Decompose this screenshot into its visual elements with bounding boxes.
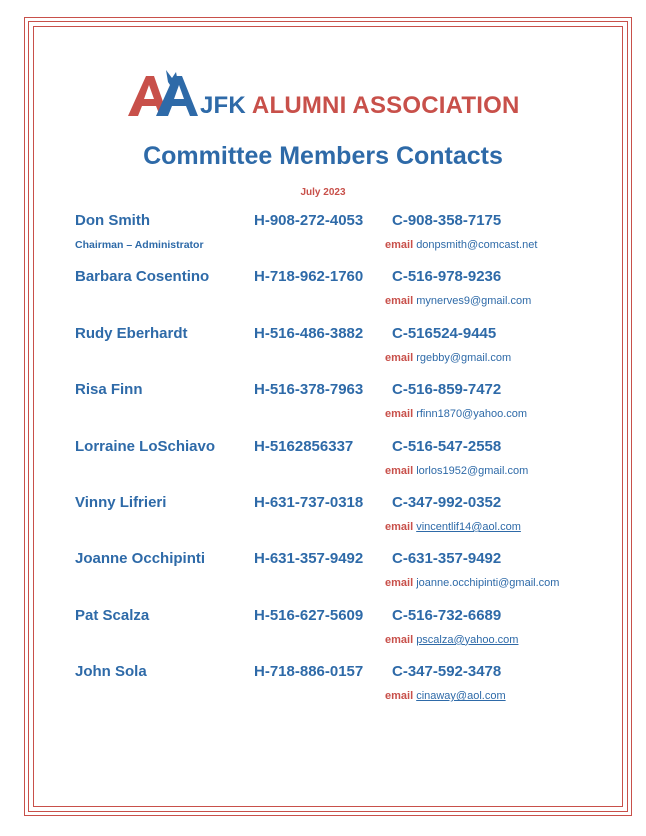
member-email-line [385, 577, 559, 589]
member-cell-phone: C-908-358-7175 [392, 212, 502, 229]
page-title: Committee Members Contacts [143, 142, 503, 170]
email-label: email [385, 690, 417, 703]
member-cell-phone: C-347-592-3478 [392, 663, 502, 681]
member-home-phone: H-718-962-1760 [254, 268, 364, 286]
member-name: Pat Scalza [75, 606, 150, 624]
member-cell-phone: C-347-992-0352 [392, 494, 502, 511]
member-role: Chairman – Administrator [75, 239, 204, 251]
member-row [0, 268, 646, 324]
member-name: Don Smith [75, 212, 150, 229]
member-email-line [385, 465, 528, 477]
member-email-line [385, 408, 527, 420]
member-email-link[interactable]: rfinn1870@yahoo.com [416, 408, 528, 421]
member-home-phone: H-908-272-4053 [254, 212, 364, 229]
member-row [0, 550, 646, 606]
member-row [0, 212, 646, 268]
member-email-link[interactable]: mynerves9@gmail.com [416, 295, 532, 308]
member-email-link[interactable]: rgebby@gmail.com [416, 351, 512, 364]
member-home-phone: H-631-357-9492 [254, 550, 364, 568]
member-email-link[interactable]: cinaway@aol.com [416, 690, 506, 703]
email-label: email [385, 633, 417, 646]
email-label: email [385, 408, 417, 421]
member-email-line [385, 239, 537, 251]
member-home-phone: H-631-737-0318 [254, 494, 364, 511]
member-email-line [385, 295, 531, 307]
member-email-line [385, 352, 511, 364]
member-cell-phone: C-516-859-7472 [392, 381, 502, 399]
member-row [0, 381, 646, 437]
member-email-link[interactable]: pscalza@yahoo.com [416, 633, 519, 646]
member-row [0, 438, 646, 494]
email-label: email [385, 521, 417, 533]
member-cell-phone: C-516524-9445 [392, 324, 497, 342]
member-row [0, 325, 646, 381]
member-email-link[interactable]: donpsmith@comcast.net [416, 239, 538, 251]
aa-eagle-logo-icon [126, 68, 206, 124]
member-cell-phone: C-516-978-9236 [392, 268, 502, 286]
member-name: John Sola [75, 663, 147, 681]
member-cell-phone: C-516-732-6689 [392, 606, 502, 624]
member-name: Joanne Occhipinti [75, 550, 206, 568]
member-cell-phone: C-631-357-9492 [392, 550, 502, 568]
association-logo [126, 68, 546, 124]
member-name: Vinny Lifrieri [75, 494, 167, 511]
email-label: email [385, 351, 417, 364]
member-row [0, 607, 646, 663]
email-label: email [385, 239, 417, 251]
member-name: Rudy Eberhardt [75, 324, 188, 342]
document-date: July 2023 [300, 187, 346, 198]
member-email-link[interactable]: lorlos1952@gmail.com [416, 464, 529, 477]
member-home-phone: H-516-627-5609 [254, 606, 364, 624]
member-cell-phone: C-516-547-2558 [392, 437, 502, 455]
member-name: Lorraine LoSchiavo [75, 437, 216, 455]
member-email-link[interactable]: vincentlif14@aol.com [416, 521, 521, 533]
member-home-phone: H-5162856337 [254, 437, 354, 455]
member-name: Barbara Cosentino [75, 268, 210, 286]
member-row [0, 494, 646, 550]
org-name: JFK ALUMNI ASSOCIATION [200, 92, 520, 119]
member-email-line [385, 521, 521, 533]
member-email-link[interactable]: joanne.occhipinti@gmail.com [416, 577, 560, 590]
email-label: email [385, 295, 417, 308]
member-home-phone: H-718-886-0157 [254, 663, 364, 681]
email-label: email [385, 464, 417, 477]
member-email-line [385, 690, 506, 702]
member-home-phone: H-516-378-7963 [254, 381, 364, 399]
member-name: Risa Finn [75, 381, 143, 399]
member-home-phone: H-516-486-3882 [254, 324, 364, 342]
email-label: email [385, 577, 417, 590]
member-row [0, 663, 646, 719]
member-email-line [385, 634, 518, 646]
